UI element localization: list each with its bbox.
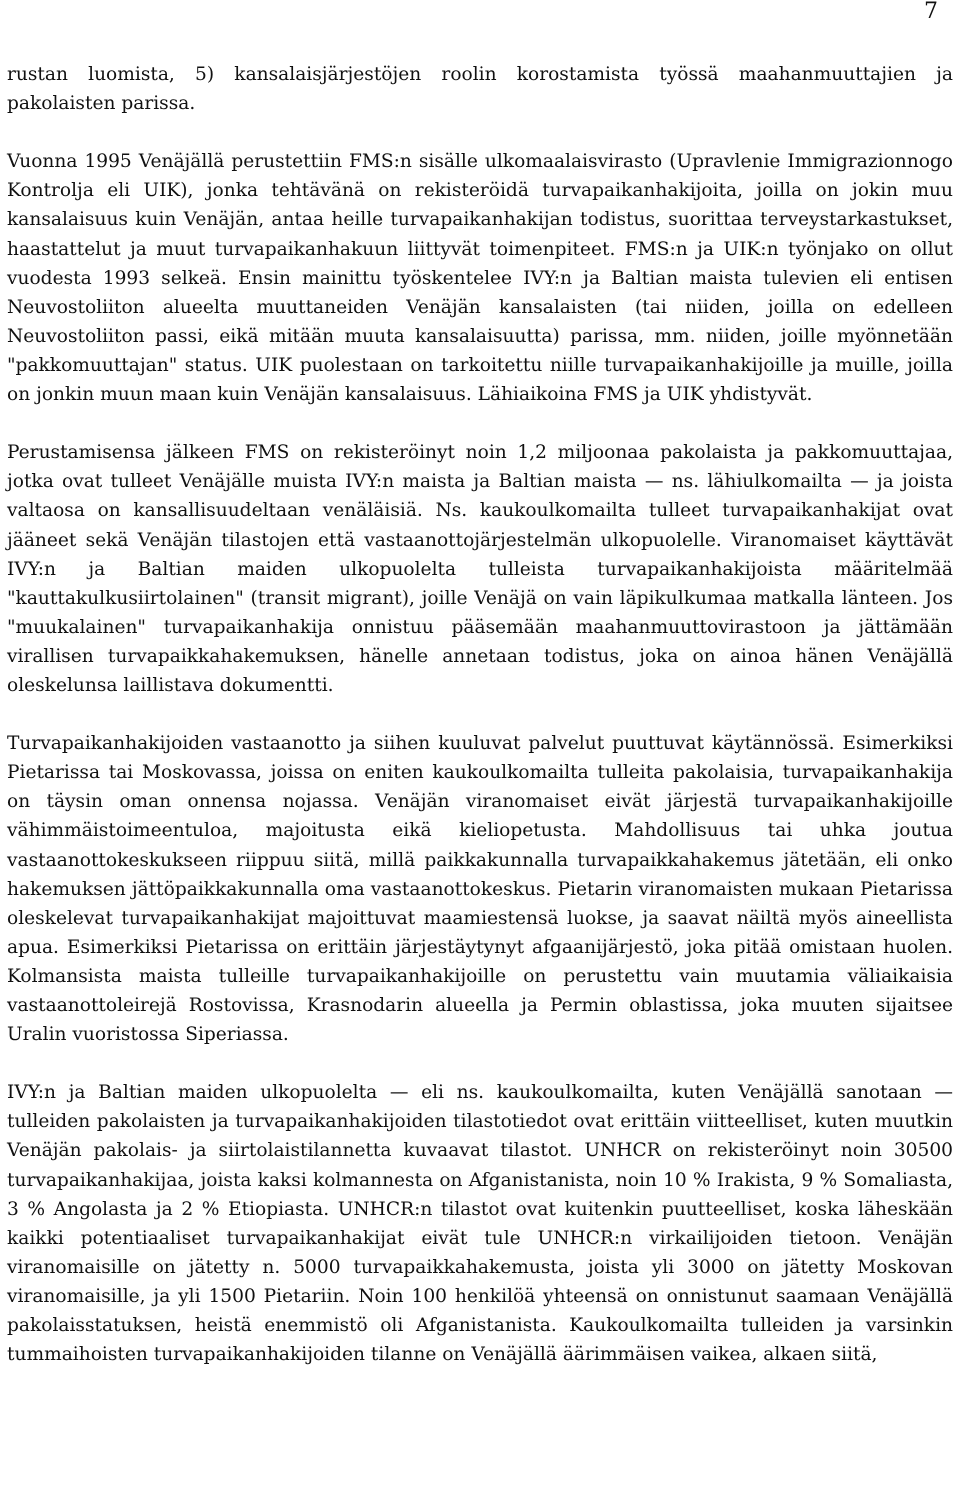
paragraph: IVY:n ja Baltian maiden ulkopuolelta — eli ns. kaukoulkomailta, kuten Venäjällä sanotaan — tulleiden pakolaisten ja turvapaikanhakijoiden tilastotiedot ovat erittäin viitteelliset, kuten muutkin Venäjän pakolais- ja siirtolaistilannetta kuvaavat tilastot. UNHCR on rekisteröinyt noin 30500 turvapaikanhakijaa, joista kaksi kolmannesta on Afganistanista, noin 10 % Irakista, 9 % Somaliasta, 3 % Angolasta ja 2 % Etiopiasta. UNHCR:n tilastot ovat kuitenkin puutteelliset, koska läheskään kaikki potentiaaliset turvapaikanhakijat eivät tule UNHCR:n virkailijoiden tietoon. Venäjän viranomaisille on jätetty n. 5000 turvapaikkahakemusta, joista yli 3000 on jätetty Moskovan viranomaisille, ja yli 1500 Pietariin. Noin 100 henkilöä yhteensä on onnistunut saamaan Venäjällä pakolaisstatuksen, heistä enemmistö oli Afganistanista. Kaukoulkomailta tulleiden ja varsinkin tummaihoisten turvapaikanhakijoiden tilanne on Venäjällä äärimmäisen vaikea, alkaen siitä, [7, 1082, 953, 1366]
paragraph: Turvapaikanhakijoiden vastaanotto ja siihen kuuluvat palvelut puuttuvat käytännössä. Esimerkiksi Pietarissa tai Moskovassa, joissa on eniten kaukoulkomailta tulleita pakolaisia, turvapaikanhakija on täysin oman onnensa nojassa. Venäjän viranomaiset eivät järjestä turvapaikanhakijoille vähimmäistoimeentuloa, majoitusta eikä kieliopetusta. Mahdollisuus tai uhka joutua vastaanottokeskukseen riippuu siitä, millä paikkakunnalla turvapaikkahakemus jätetään, eli onko hakemuksen jättöpaikkakunnalla oma vastaanottokeskus. Pietarin viranomaisten mukaan Pietarissa oleskelevat turvapaikanhakijat majoittuvat maamiestensä luokse, ja saavat näiltä myös aineellista apua. Esimerkiksi Pietarissa on erittäin järjestäytynyt afgaanijärjestö, joka pitää omistaan huolen. Kolmansista maista tulleille turvapaikanhakijoille on perustettu vain muutamia väliaikaisia vastaanottoleirejä Rostovissa, Krasnodarin alueella ja Permin oblastissa, joka muuten sijaitsee Uralin vuoristossa Siperiassa. [7, 733, 953, 1046]
paragraph: Vuonna 1995 Venäjällä perustettiin FMS:n sisälle ulkomaalaisvirasto (Upravlenie Immigrazionnogo Kontrolja eli UIK), jonka tehtävänä on rekisteröidä turvapaikanhakijoita, joilla on jokin muu kansalaisuus kuin Venäjän, antaa heille turvapaikanhakijan todistus, suorittaa terveystarkastukset, haastattelut ja muut turvapaikanhakuun liittyvät toimenpiteet. FMS:n ja UIK:n työnjako on ollut vuodesta 1993 selkeä. Ensin mainittu työskentelee IVY:n ja Baltian maista tulevien eli entisen Neuvostoliiton alueelta muuttaneiden Venäjän kansalaisten (tai niiden, joilla on edelleen Neuvostoliiton passi, eikä mitään muuta kansalaisuutta) parissa, mm. niiden, joille myönnetään "pakkomuuttajan" status. UIK puolestaan on tarkoitettu niille turvapaikanhakijoille ja muille, joilla on jonkin muun maan kuin Venäjän kansalaisuus. Lähiaikoina FMS ja UIK yhdistyvät. [7, 151, 953, 406]
document-body [7, 60, 953, 1369]
paragraph: rustan luomista, 5) kansalaisjärjestöjen roolin korostamista työssä maahanmuuttajien ja pakolaisten parissa. [7, 64, 953, 115]
page-number: 7 [924, 0, 938, 24]
paragraph: Perustamisensa jälkeen FMS on rekisteröinyt noin 1,2 miljoonaa pakolaista ja pakkomuuttajaa, jotka ovat tulleet Venäjälle muista IVY:n maista ja Baltian maista — ns. lähiulkomailta — ja joista valtaosa on kansallisuudeltaan venäläisiä. Ns. kaukoulkomailta tulleet turvapaikanhakijat ovat jääneet sekä Venäjän tilastojen että vastaanottojärjestelmän ulkopuolelle. Viranomaiset käyttävät IVY:n ja Baltian maiden ulkopuolelta tulleista turvapaikanhakijoista määritelmää "kauttakulkusiirtolainen" (transit migrant), joille Venäjä on vain läpikulkumaa matkalla länteen. Jos "muukalainen" turvapaikanhakija onnistuu pääsemään maahanmuuttovirastoon ja jättämään virallisen turvapaikkahakemuksen, hänelle annetaan todistus, joka on ainoa hänen Venäjällä oleskelunsa laillistava dokumentti. [7, 442, 953, 696]
